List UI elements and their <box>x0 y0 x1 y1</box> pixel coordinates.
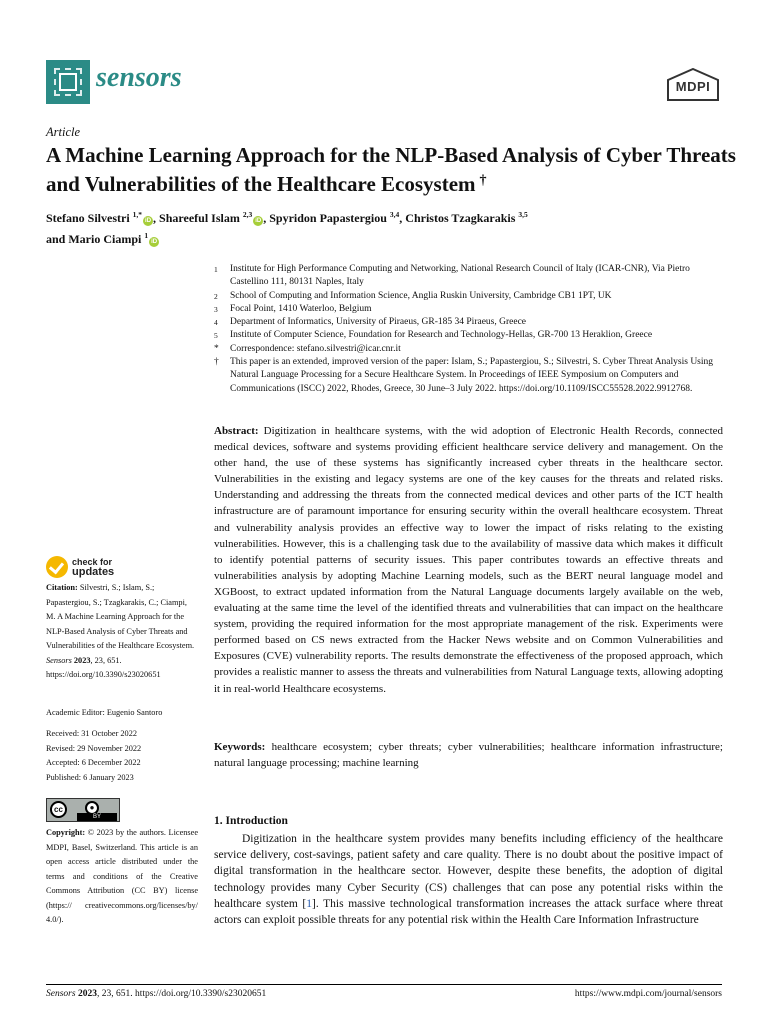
citation-journal: Sensors <box>46 655 72 665</box>
cc-by-label: BY <box>77 813 117 821</box>
date-received: Received: 31 October 2022 <box>46 729 138 738</box>
check-line2: updates <box>72 566 115 578</box>
person-icon: ● <box>85 801 99 815</box>
cc-icon: cc <box>50 801 67 818</box>
affiliation-mark: 5 <box>214 331 218 341</box>
author-name[interactable]: Spyridon Papastergiou <box>269 211 387 225</box>
journal-logo-icon <box>46 60 90 104</box>
author-name[interactable]: and Mario Ciampi <box>46 232 142 246</box>
section-heading: 1. Introduction <box>214 815 288 827</box>
cc-by-license-icon[interactable] <box>46 798 120 822</box>
footer-journal: Sensors <box>46 989 76 999</box>
article-title-text: A Machine Learning Approach for the NLP-Based Analysis of Cyber Threats and Vulnerabilities of the Healthcare Ecosystem <box>46 143 736 196</box>
abstract <box>214 423 723 697</box>
affiliation-mark: † <box>214 357 219 368</box>
check-for-updates-label <box>72 557 114 577</box>
footer-divider <box>46 984 722 985</box>
intro-text-a: Digitization in the healthcare system provides many benefits including efficiency of the healthcare service delivery, cost-savings, patient safety and care quality. There is no doubt about the positive impact of digital transformation in the healthcare sector. However, despite these benefits, the adoption of digital technology provides many Cyber Security (CS) challenges that can pose any potential risks within the healthcare system [ <box>214 833 723 910</box>
article-title <box>46 142 736 197</box>
introduction-paragraph <box>214 831 723 928</box>
affiliation-item <box>214 303 726 316</box>
affiliation-text: Institute of Computer Science, Foundation for Research and Technology-Hellas, GR-700 13 Heraklion, Greece <box>230 330 653 341</box>
author-list <box>46 206 736 248</box>
extended-version-note <box>214 356 726 396</box>
author-separator: , <box>153 211 160 225</box>
affiliation-item <box>214 329 726 342</box>
affiliation-item <box>214 290 726 303</box>
orcid-icon[interactable]: iD <box>151 239 158 245</box>
abstract-label: Abstract: <box>214 425 259 437</box>
check-icon <box>46 556 68 578</box>
check-for-updates-button[interactable] <box>46 556 146 582</box>
journal-name[interactable]: sensors <box>96 62 182 93</box>
author-separator: , <box>399 211 406 225</box>
copyright-text: © 2023 by the authors. Licensee MDPI, Basel, Switzerland. This article is an open access article distributed under the terms and conditions of the Creative Commons Attribution (CC BY) license (https:// creativecommons.org/licenses/by/ 4.0/). <box>46 828 199 924</box>
mdpi-logo-text: MDPI <box>675 79 711 94</box>
citation-link[interactable]: 1 <box>306 897 313 910</box>
footer-journal-url[interactable]: https://www.mdpi.com/journal/sensors <box>574 989 722 999</box>
publication-dates <box>46 727 198 785</box>
keywords-label: Keywords: <box>214 741 266 753</box>
correspondence-item <box>214 343 726 356</box>
footer-doi[interactable]: , 23, 651. https://doi.org/10.3390/s23020651 <box>96 989 267 999</box>
author-affil: 3,4 <box>389 210 400 219</box>
affiliation-text: School of Computing and Information Science, Anglia Ruskin University, Cambridge CB1 1PT, UK <box>230 290 612 301</box>
abstract-text: Digitization in healthcare systems, with the wid adoption of Electronic Health Records, connected medical devices, software and systems providing efficient healthcare service delivery and management. On the other hand, the use of these systems has significantly increased cyber threats in the healthcare sector. Vulnerabilities in the existing and legacy systems are one of the key causes for the threats and related risks. Understanding and addressing the threats from the connected medical devices and other parts of the ICT health infrastructure are of paramount importance for ensuring security within the overall healthcare ecosystem. Threat and vulnerability analysis provides an effective way to lower the impact of risks relating to the existing vulnerabilities. However, this is a challenging task due to the availability of massive data which makes it difficult to identify potential patterns of security issues. This paper contributes towards an effective threats and vulnerabilities analysis by adopting Machine Learning models, such as the BERT neural language model and XGBoost, to extract updated information from the Natural Language documents largely available on the web, evaluating at the same time the level of the identified threats and vulnerabilities that can impact on the healthcare system, providing the required information for the most appropriate management of the risk. Experiments were performed based on CS news extracted from the Hacker News website and on Common Vulnerabilities and Exposures (CVE) vulnerability reports. The results demonstrate the effectiveness of the proposed approach, which provides a realistic manner to assess the threats and vulnerabilities from Natural Language texts, allowing adopting it in real-world Healthcare ecosystems. <box>214 425 724 695</box>
date-accepted: Accepted: 6 December 2022 <box>46 758 141 767</box>
date-revised: Revised: 29 November 2022 <box>46 743 142 753</box>
copyright-label: Copyright: <box>46 828 86 837</box>
copyright-block <box>46 826 198 928</box>
title-dagger: † <box>479 173 487 188</box>
author-name[interactable]: Shareeful Islam <box>159 211 240 225</box>
affiliation-text: Focal Point, 1410 Waterloo, Belgium <box>230 303 372 314</box>
mdpi-logo[interactable] <box>666 68 720 102</box>
author-affil: 3,5 <box>518 210 528 219</box>
affiliations <box>214 263 726 396</box>
affiliation-mark: 4 <box>214 318 218 328</box>
orcid-icon[interactable]: iD <box>145 218 152 224</box>
author-separator: , <box>263 211 270 225</box>
citation-text: Silvestri, S.; Islam, S.; Papastergiou, S.; Tzagkarakis, C.; Ciampi, M. A Machine Learning Approach for the NLP-Based Analysis of Cyber Threats and Vulnerabilities of the Healthcare Ecosystem. <box>46 583 195 650</box>
author-affil: 2,3 <box>242 210 253 219</box>
citation-label: Citation: <box>46 583 78 592</box>
citation-doi[interactable]: , 23, 651. https://doi.org/10.3390/s23020651 <box>46 655 161 679</box>
academic-editor: Academic Editor: Eugenio Santoro <box>46 708 163 717</box>
affiliation-mark: 1 <box>214 265 218 274</box>
footer-citation <box>46 989 266 999</box>
author-affil: 1,* <box>132 210 143 219</box>
intro-text-b: ]. This massive technological transformation increases the attack surface where threat actors can exploit possible threats for any potential risk within the Health Care Information Infrastructure <box>214 897 723 927</box>
check-line1: check for <box>72 557 113 567</box>
author-name[interactable]: Stefano Silvestri <box>46 211 130 225</box>
affiliation-mark: * <box>214 343 219 354</box>
affiliation-text: Institute for High Performance Computing and Networking, National Research Council of Italy (ICAR-CNR), Via Pietro Castellino 111, 80131 Naples, Italy <box>230 264 690 288</box>
orcid-icon[interactable]: iD <box>255 218 262 224</box>
affiliation-item <box>214 316 726 329</box>
extended-version-text[interactable]: This paper is an extended, improved version of the paper: Islam, S.; Papastergiou, S.; Silvestri, S. Cyber Threat Analysis Using Natural Language Processing for a Secure Healthcare System. In Proceedings of IEEE Symposium on Computers and Communications (ISCC) 2022, Rhodes, Greece, 30 June–3 July 2022. https://doi.org/10.1109/ISCC55528.2022.9912768. <box>230 357 714 394</box>
citation-year: 2023 <box>73 655 91 665</box>
keywords-text: healthcare ecosystem; cyber threats; cyber vulnerabilities; healthcare information infrastructure; natural language processing; machine learning <box>214 741 723 770</box>
affiliation-item <box>214 263 726 290</box>
author-name[interactable]: Christos Tzagkarakis <box>405 211 516 225</box>
affiliation-text: Department of Informatics, University of Piraeus, GR-185 34 Piraeus, Greece <box>230 317 526 328</box>
article-type: Article <box>46 125 81 139</box>
author-affil: 1 <box>144 231 149 240</box>
citation-block <box>46 581 198 683</box>
keywords <box>214 739 723 771</box>
date-published: Published: 6 January 2023 <box>46 772 134 782</box>
footer-year: 2023 <box>77 989 97 999</box>
affiliation-mark: 3 <box>214 304 218 314</box>
correspondence-email[interactable]: Correspondence: stefano.silvestri@icar.cnr.it <box>230 343 401 354</box>
affiliation-mark: 2 <box>214 291 218 301</box>
